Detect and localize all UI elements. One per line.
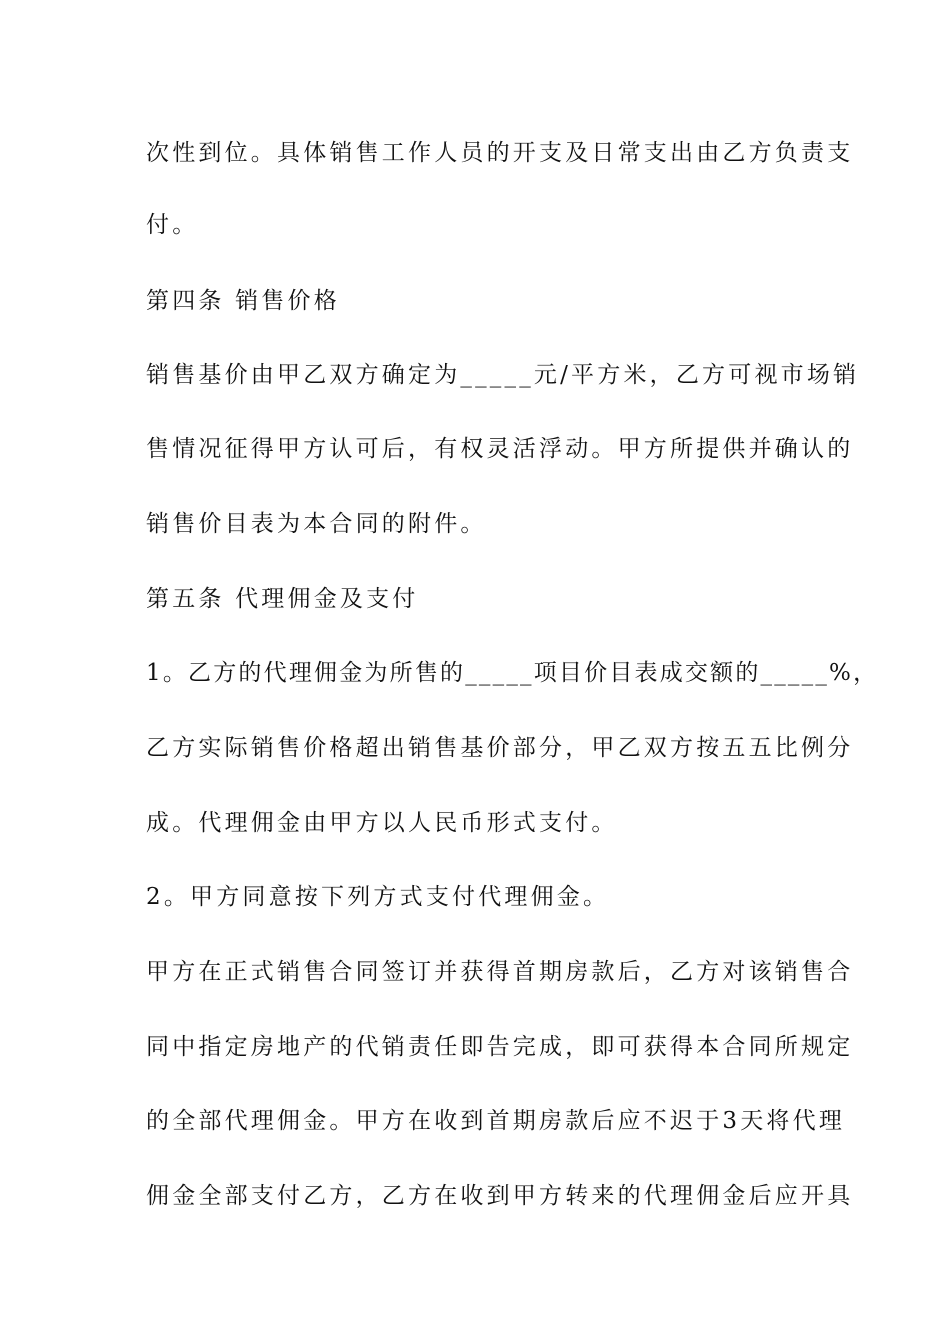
article-5-heading: 第五条 代理佣金及支付: [146, 586, 419, 612]
paragraph-line: 成。代理佣金由甲方以人民币形式支付。: [146, 810, 618, 836]
paragraph-line: 2。甲方同意按下列方式支付代理佣金。: [146, 884, 610, 910]
paragraph-line: 次性到位。具体销售工作人员的开支及日常支出由乙方负责支: [146, 140, 854, 166]
paragraph-line: 佣金全部支付乙方，乙方在收到甲方转来的代理佣金后应开具: [146, 1183, 854, 1209]
paragraph-line: 销售基价由甲乙双方确定为_____元/平方米，乙方可视市场销: [146, 362, 860, 388]
paragraph-line: 同中指定房地产的代销责任即告完成，即可获得本合同所规定: [146, 1034, 854, 1060]
article-4-heading: 第四条 销售价格: [146, 288, 340, 314]
paragraph-line: 乙方实际销售价格超出销售基价部分，甲乙双方按五五比例分: [146, 735, 854, 761]
paragraph-line: 销售价目表为本合同的附件。: [146, 511, 487, 537]
paragraph-line: 1。乙方的代理佣金为所售的_____项目价目表成交额的_____%，: [146, 660, 879, 686]
paragraph-line: 甲方在正式销售合同签订并获得首期房款后，乙方对该销售合: [146, 959, 854, 985]
paragraph-line: 的全部代理佣金。甲方在收到首期房款后应不迟于3天将代理: [146, 1108, 846, 1134]
paragraph-line: 售情况征得甲方认可后，有权灵活浮动。甲方所提供并确认的: [146, 436, 854, 462]
paragraph-line: 付。: [146, 212, 199, 238]
